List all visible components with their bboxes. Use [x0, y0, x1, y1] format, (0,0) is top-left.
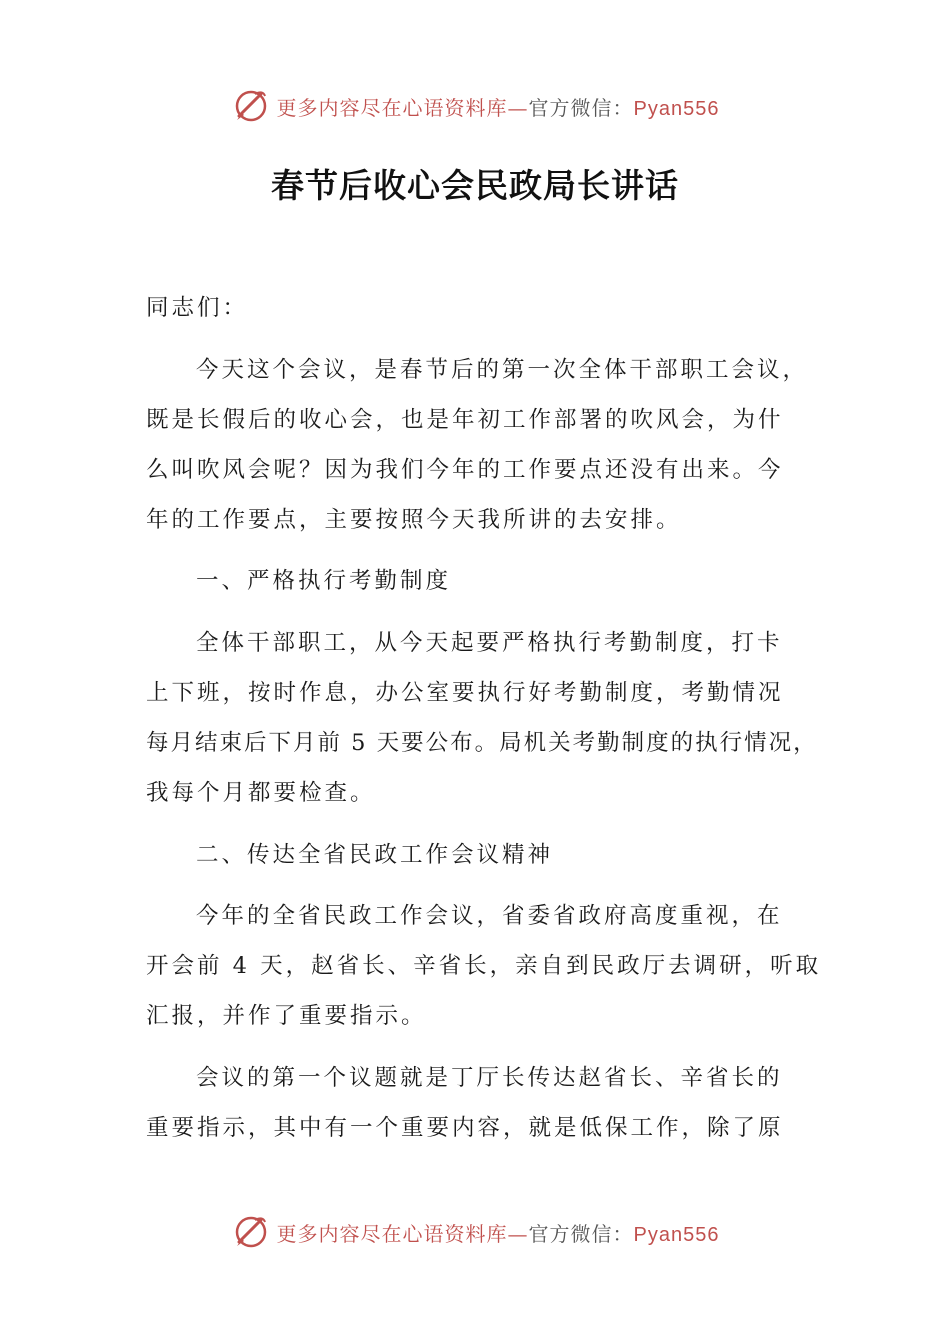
- section-heading-1: 一、严格执行考勤制度: [196, 568, 452, 594]
- footer-banner-text: [277, 1218, 720, 1247]
- header-banner-text: [277, 92, 720, 121]
- salutation-line: 同志们：: [146, 295, 249, 321]
- paragraph-line: 年的工作要点，主要按照今天我所讲的去安排。: [146, 507, 682, 533]
- paragraph-line: 全体干部职工，从今天起要严格执行考勤制度，打卡: [196, 630, 783, 656]
- paragraph-line: 重要指示，其中有一个重要内容，就是低保工作，除了原: [146, 1115, 784, 1141]
- banner-dash: —: [507, 1221, 529, 1246]
- paragraph-line: 既是长假后的收心会，也是年初工作部署的吹风会，为什: [146, 407, 784, 433]
- banner-dash: —: [507, 95, 529, 120]
- banner-wechat-id: Pyan556: [633, 97, 720, 120]
- paragraph-line: 每月结束后下月前 5 天要公布。局机关考勤制度的执行情况，: [146, 730, 818, 756]
- paragraph-line: 汇报，并作了重要指示。: [146, 1003, 427, 1029]
- paragraph-line: 开会前 4 天，赵省长、辛省长，亲自到民政厅去调研，听取: [146, 953, 822, 979]
- paragraph-line: 今天这个会议，是春节后的第一次全体干部职工会议，: [196, 357, 809, 383]
- paragraph-line: 会议的第一个议题就是丁厅长传达赵省长、辛省长的: [196, 1065, 783, 1091]
- pen-logo-icon: [231, 86, 271, 126]
- document-title: 春节后收心会民政局长讲话: [271, 166, 679, 205]
- pen-logo-icon: [231, 1212, 271, 1252]
- paragraph-line: 么叫吹风会呢？因为我们今年的工作要点还没有出来。今: [146, 457, 784, 483]
- banner-wechat-label: 官方微信：: [528, 95, 634, 120]
- banner-main-text: 更多内容尽在心语资料库: [276, 95, 508, 120]
- paragraph-line: 我每个月都要检查。: [146, 780, 376, 806]
- paragraph-line: 今年的全省民政工作会议，省委省政府高度重视，在: [196, 903, 783, 929]
- banner-main-text: 更多内容尽在心语资料库: [276, 1221, 508, 1246]
- paragraph-line: 上下班，按时作息，办公室要执行好考勤制度，考勤情况: [146, 680, 784, 706]
- banner-wechat-id: Pyan556: [633, 1223, 720, 1246]
- section-heading-2: 二、传达全省民政工作会议精神: [196, 842, 554, 868]
- header-banner: [0, 84, 950, 128]
- banner-wechat-label: 官方微信：: [528, 1221, 634, 1246]
- footer-banner: [0, 1210, 950, 1254]
